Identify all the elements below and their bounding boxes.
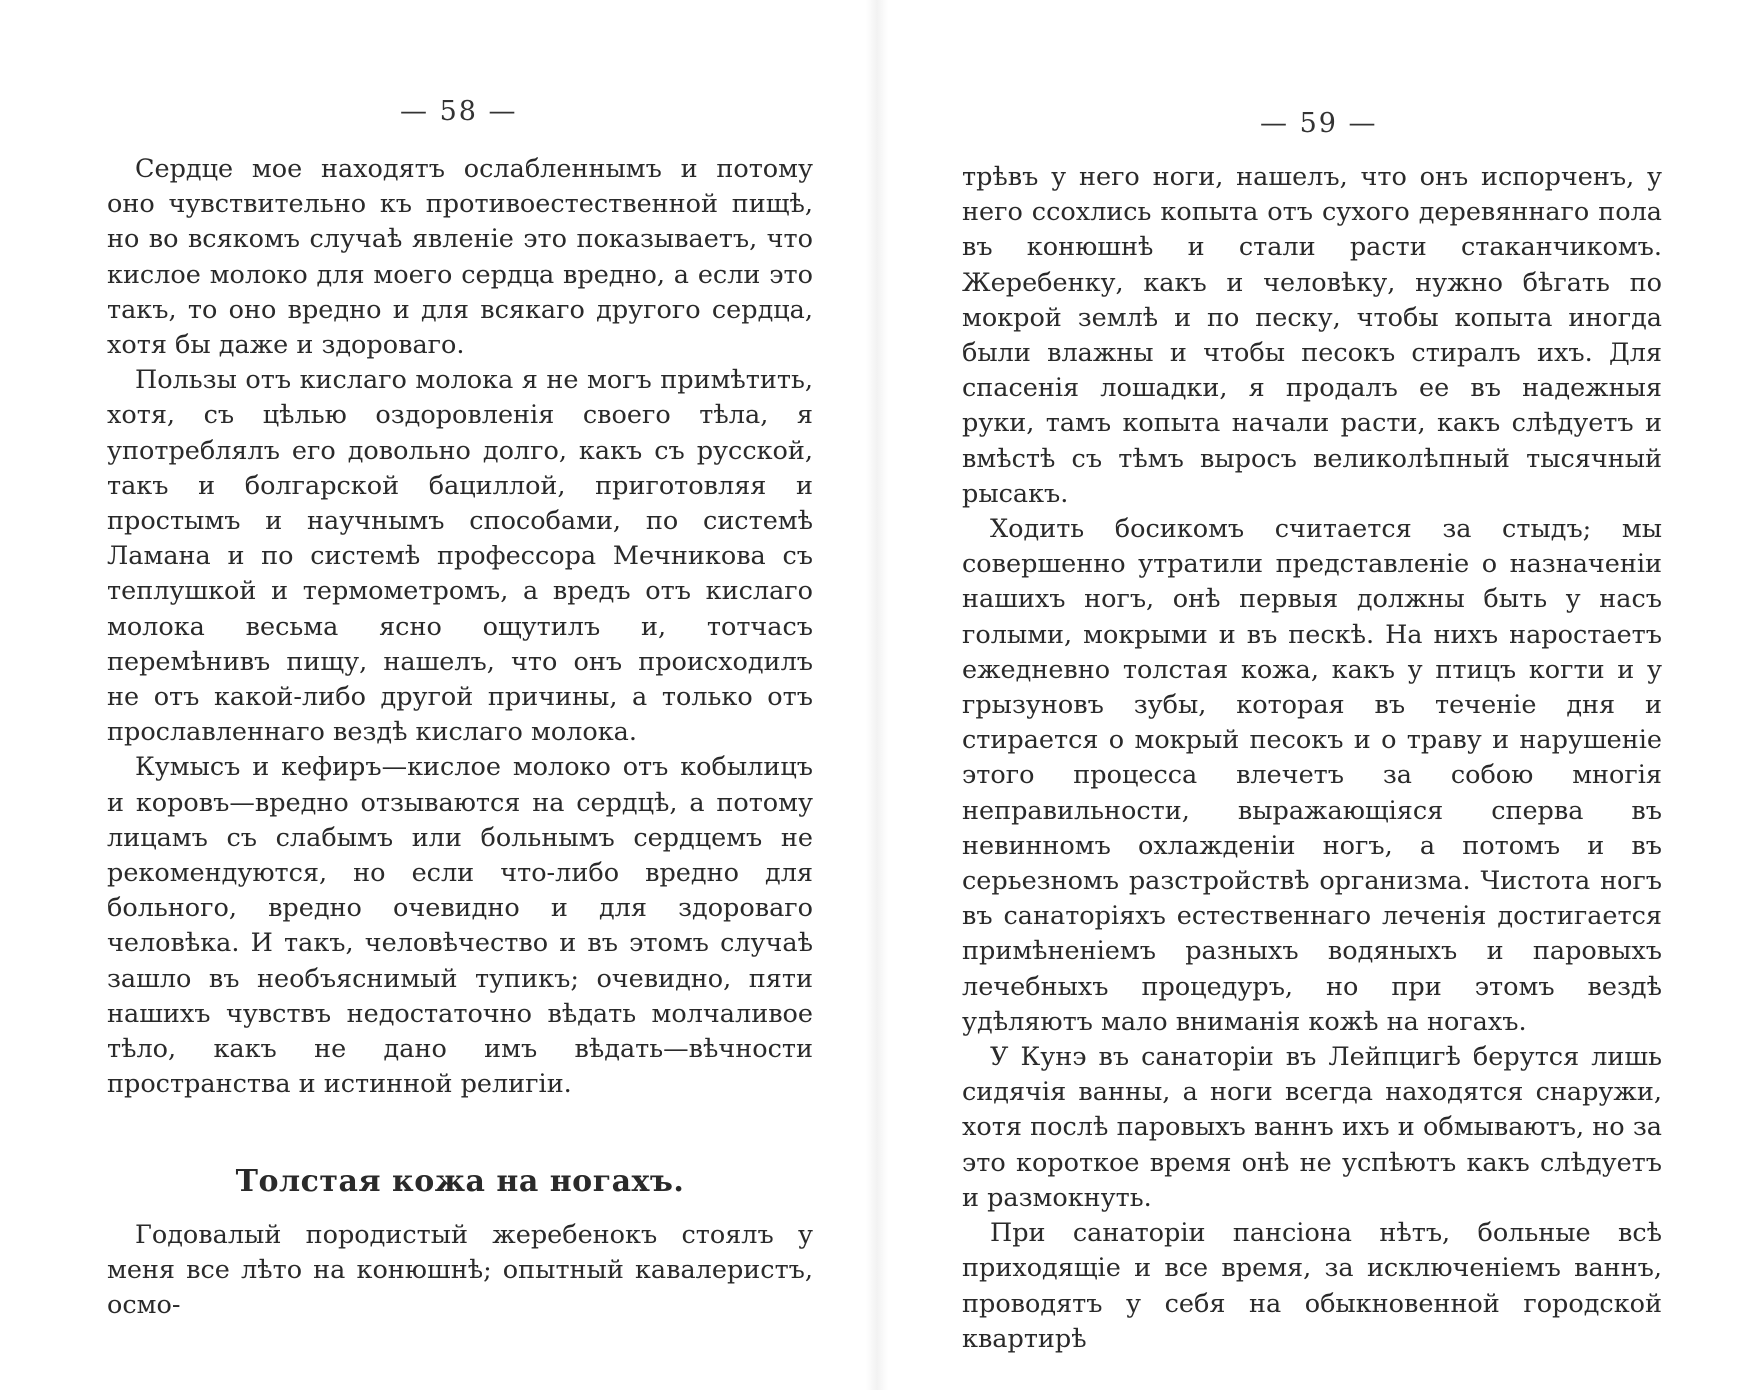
paragraph: Сердце мое находятъ ослабленнымъ и потому оно чувствительно къ противоестественной пищѣ, но во всякомъ случаѣ явленіе это показываетъ, что кислое молоко для моего сердца вредно, а если это такъ, то оно вредно и для всякаго другого сердца, хотя бы даже и здороваго. [107,154,813,361]
book-gutter [866,0,888,1390]
paragraph: При санаторіи пансіона нѣтъ, больные всѣ приходящіе и все время, за исключеніемъ ваннъ, проводятъ у себя на обыкновенной городской квартирѣ [962,1218,1662,1354]
paragraph: Пользы отъ кислаго молока я не могъ примѣтить, хотя, съ цѣлью оздоровленія своего тѣла, я употреблялъ его довольно долго, какъ съ русской, такъ и болгарской бациллой, приготовляя и простымъ и научнымъ способами, по системѣ Ламана и по системѣ профессора Мечникова съ теплушкой и термометромъ, а вредъ отъ кислаго молока весьма ясно ощутилъ и, тотчасъ перемѣнивъ пищу, нашелъ, что онъ происходилъ не отъ какой-либо другой причины, а только отъ прославленнаго вездѣ кислаго молока. [107,365,813,748]
paragraph: Годовалый породистый жеребенокъ стоялъ у меня все лѣто на конюшнѣ; опытный кавалеристъ, осмо- [107,1219,813,1321]
paragraph: Кумысъ и кефиръ—кислое молоко отъ кобылицъ и коровъ—вредно отзываются на сердцѣ, а потому лицамъ съ слабымъ или больнымъ сердцемъ не рекомендуются, но если что-либо вредно для больного, вредно очевидно и для здороваго человѣка. И такъ, человѣчество и въ этомъ случаѣ зашло въ необъяснимый тупикъ; очевидно, пяти нашихъ чувствъ недостаточно вѣдать молчаливое тѣло, какъ не дано имъ вѣдать—вѣчности пространства и истинной религіи. [107,752,813,1100]
section-heading: Толстая кожа на ногахъ. [235,1164,685,1200]
page-number-right: — 59 — [1260,108,1378,139]
paragraph: У Кунэ въ санаторіи въ Лейпцигѣ берутся лишь сидячія ванны, а ноги всегда находятся снаружи, хотя послѣ паровыхъ ваннъ ихъ и обмываютъ, но за это короткое время онѣ не успѣютъ какъ слѣдуетъ и размокнуть. [962,1042,1662,1213]
right-page-text [962,160,1662,1357]
paragraph: трѣвъ у него ноги, нашелъ, что онъ испорченъ, у него ссохлись копыта отъ сухого деревяннаго пола въ конюшнѣ и стали расти стаканчикомъ. Жеребенку, какъ и человѣку, нужно бѣгать по мокрой землѣ и по песку, чтобы копыта иногда были влажны и чтобы песокъ стиралъ ихъ. Для спасенія лошадки, я продалъ ее въ надежныя руки, тамъ копыта начали расти, какъ слѣдуетъ и вмѣстѣ съ тѣмъ выросъ великолѣпный тысячный рысакъ. [962,162,1662,509]
page-number-left: — 58 — [400,96,518,127]
paragraph: Ходить босикомъ считается за стыдъ; мы совершенно утратили представленіе о назначеніи нашихъ ногъ, онѣ первыя должны быть у насъ голыми, мокрыми и въ пескѣ. На нихъ наростаетъ ежедневно толстая кожа, какъ у птицъ когти и у грызуновъ зубы, которая въ теченіе дня и стирается о мокрый песокъ и о траву и нарушеніе этого процесса влечетъ за собою многія неправильности, выражающіяся сперва въ невинномъ охлажденіи ногъ, а потомъ и въ серьезномъ разстройствѣ организма. Чистота ногъ въ санаторіяхъ естественнаго леченія достигается примѣненіемъ разныхъ водяныхъ и паровыхъ лечебныхъ процедуръ, но при этомъ вездѣ удѣляютъ мало вниманія кожѣ на ногахъ. [962,514,1662,1037]
left-page-text [107,152,813,1323]
